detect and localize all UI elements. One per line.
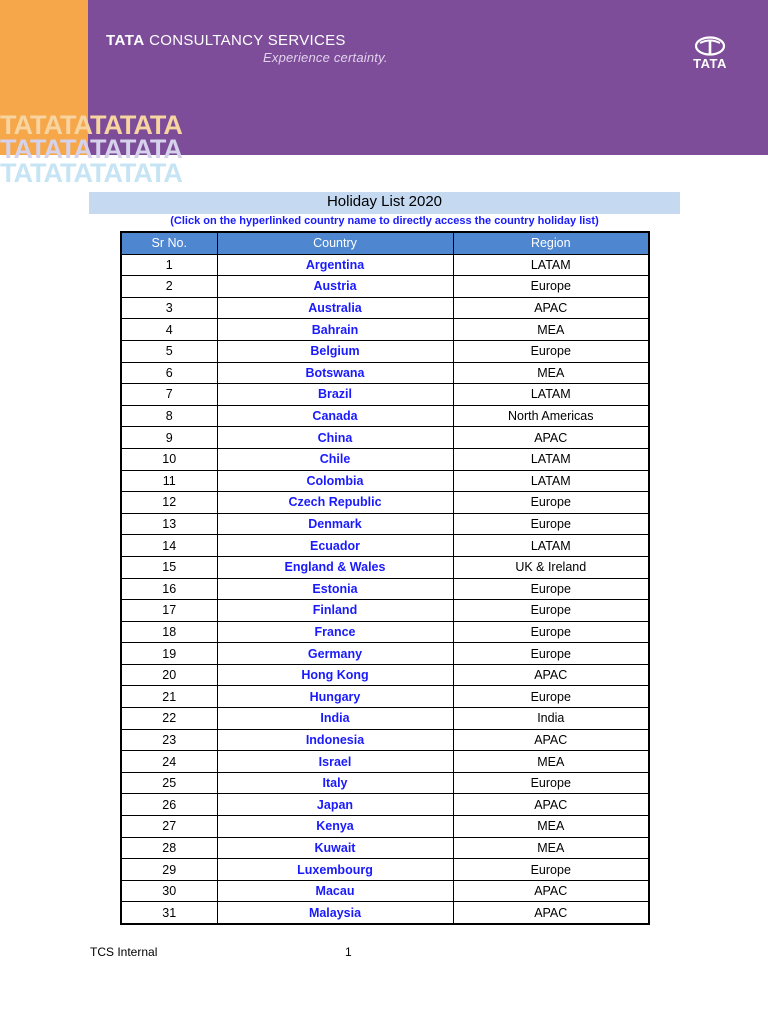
region-cell: APAC — [453, 427, 649, 449]
country-link[interactable]: France — [217, 621, 453, 643]
sr-no-cell: 18 — [121, 621, 217, 643]
page-number: 1 — [345, 945, 352, 959]
table-row — [121, 276, 649, 298]
sr-no-cell: 25 — [121, 772, 217, 794]
country-link[interactable]: Colombia — [217, 470, 453, 492]
region-cell: Europe — [453, 513, 649, 535]
table-row — [121, 880, 649, 902]
region-cell: APAC — [453, 902, 649, 924]
country-link[interactable]: Botswana — [217, 362, 453, 384]
table-row — [121, 621, 649, 643]
column-header-sr-no: Sr No. — [121, 232, 217, 254]
country-link[interactable]: Japan — [217, 794, 453, 816]
sr-no-cell: 23 — [121, 729, 217, 751]
sr-no-cell: 19 — [121, 643, 217, 665]
table-row — [121, 837, 649, 859]
table-row — [121, 340, 649, 362]
table-row — [121, 556, 649, 578]
sr-no-cell: 2 — [121, 276, 217, 298]
tata-pattern-decoration — [0, 112, 262, 192]
country-link[interactable]: Hungary — [217, 686, 453, 708]
region-cell: Europe — [453, 859, 649, 881]
region-cell: LATAM — [453, 384, 649, 406]
sr-no-cell: 4 — [121, 319, 217, 341]
country-link[interactable]: Bahrain — [217, 319, 453, 341]
table-row — [121, 859, 649, 881]
country-link[interactable]: Chile — [217, 448, 453, 470]
sr-no-cell: 27 — [121, 816, 217, 838]
region-cell: APAC — [453, 297, 649, 319]
country-link[interactable]: Estonia — [217, 578, 453, 600]
region-cell: LATAM — [453, 535, 649, 557]
tata-logo — [684, 36, 736, 72]
sr-no-cell: 8 — [121, 405, 217, 427]
sr-no-cell: 6 — [121, 362, 217, 384]
pattern-row: TATATATATATA — [0, 134, 182, 164]
country-link[interactable]: Czech Republic — [217, 492, 453, 514]
country-link[interactable]: Finland — [217, 600, 453, 622]
table-body — [121, 254, 649, 924]
column-header-country: Country — [217, 232, 453, 254]
region-cell: APAC — [453, 880, 649, 902]
region-cell: APAC — [453, 794, 649, 816]
table-row — [121, 319, 649, 341]
region-cell: APAC — [453, 664, 649, 686]
region-cell: Europe — [453, 276, 649, 298]
table-row — [121, 470, 649, 492]
sr-no-cell: 1 — [121, 254, 217, 276]
table-row — [121, 535, 649, 557]
table-row — [121, 729, 649, 751]
table-row — [121, 427, 649, 449]
footer-classification: TCS Internal — [90, 945, 158, 959]
region-cell: LATAM — [453, 254, 649, 276]
sr-no-cell: 3 — [121, 297, 217, 319]
table-row — [121, 708, 649, 730]
table-row — [121, 254, 649, 276]
region-cell: MEA — [453, 751, 649, 773]
region-cell: Europe — [453, 578, 649, 600]
country-link[interactable]: England & Wales — [217, 556, 453, 578]
table-row — [121, 794, 649, 816]
country-link[interactable]: Austria — [217, 276, 453, 298]
country-link[interactable]: Brazil — [217, 384, 453, 406]
sr-no-cell: 11 — [121, 470, 217, 492]
sr-no-cell: 15 — [121, 556, 217, 578]
country-link[interactable]: Hong Kong — [217, 664, 453, 686]
region-cell: Europe — [453, 340, 649, 362]
tata-logo-text: TATA — [693, 56, 727, 71]
sr-no-cell: 20 — [121, 664, 217, 686]
region-cell: MEA — [453, 362, 649, 384]
brand-name — [106, 32, 346, 49]
table-row — [121, 816, 649, 838]
region-cell: Europe — [453, 600, 649, 622]
pattern-row: TATATATATATA — [0, 112, 182, 140]
country-link[interactable]: Germany — [217, 643, 453, 665]
tata-emblem-icon — [692, 36, 728, 56]
region-cell: MEA — [453, 837, 649, 859]
region-cell: Europe — [453, 686, 649, 708]
country-link[interactable]: China — [217, 427, 453, 449]
table-row — [121, 664, 649, 686]
region-cell: LATAM — [453, 448, 649, 470]
table-row — [121, 686, 649, 708]
table-row — [121, 297, 649, 319]
table-row — [121, 384, 649, 406]
table-row — [121, 772, 649, 794]
brand-tagline: Experience certainty. — [263, 50, 388, 65]
country-link[interactable]: Indonesia — [217, 729, 453, 751]
sr-no-cell: 17 — [121, 600, 217, 622]
table-row — [121, 513, 649, 535]
table-row — [121, 578, 649, 600]
sr-no-cell: 10 — [121, 448, 217, 470]
region-cell: MEA — [453, 319, 649, 341]
country-link[interactable]: Argentina — [217, 254, 453, 276]
holiday-table — [120, 231, 650, 925]
sr-no-cell: 14 — [121, 535, 217, 557]
country-link[interactable]: Italy — [217, 772, 453, 794]
sr-no-cell: 22 — [121, 708, 217, 730]
region-cell: Europe — [453, 621, 649, 643]
sr-no-cell: 30 — [121, 880, 217, 902]
sr-no-cell: 26 — [121, 794, 217, 816]
country-link[interactable]: Kenya — [217, 816, 453, 838]
table-row — [121, 492, 649, 514]
sr-no-cell: 28 — [121, 837, 217, 859]
country-link[interactable]: Ecuador — [217, 535, 453, 557]
country-link[interactable]: Belgium — [217, 340, 453, 362]
region-cell: UK & Ireland — [453, 556, 649, 578]
region-cell: North Americas — [453, 405, 649, 427]
brand-name-bold: TATA — [106, 32, 145, 49]
country-link[interactable]: Luxembourg — [217, 859, 453, 881]
table-row — [121, 405, 649, 427]
instructions-text: (Click on the hyperlinked country name to directly access the country holiday list) — [170, 215, 599, 227]
sr-no-cell: 16 — [121, 578, 217, 600]
country-link[interactable]: Israel — [217, 751, 453, 773]
sr-no-cell: 7 — [121, 384, 217, 406]
table-header-row — [121, 232, 649, 254]
pattern-row: TATATATATATA — [0, 158, 182, 188]
sr-no-cell: 12 — [121, 492, 217, 514]
sr-no-cell: 13 — [121, 513, 217, 535]
region-cell: India — [453, 708, 649, 730]
country-link[interactable]: Denmark — [217, 513, 453, 535]
table-row — [121, 751, 649, 773]
sr-no-cell: 31 — [121, 902, 217, 924]
sr-no-cell: 29 — [121, 859, 217, 881]
table-row — [121, 902, 649, 924]
country-link[interactable]: Australia — [217, 297, 453, 319]
country-link[interactable]: India — [217, 708, 453, 730]
region-cell: LATAM — [453, 470, 649, 492]
region-cell: MEA — [453, 816, 649, 838]
region-cell: Europe — [453, 643, 649, 665]
region-cell: APAC — [453, 729, 649, 751]
country-link[interactable]: Macau — [217, 880, 453, 902]
sr-no-cell: 5 — [121, 340, 217, 362]
sr-no-cell: 24 — [121, 751, 217, 773]
page-title: Holiday List 2020 — [326, 193, 443, 210]
table-row — [121, 643, 649, 665]
country-link[interactable]: Kuwait — [217, 837, 453, 859]
table-row — [121, 448, 649, 470]
region-cell: Europe — [453, 492, 649, 514]
region-cell: Europe — [453, 772, 649, 794]
table-row — [121, 600, 649, 622]
brand-name-rest: CONSULTANCY SERVICES — [149, 32, 346, 49]
column-header-region: Region — [453, 232, 649, 254]
table-row — [121, 362, 649, 384]
country-link[interactable]: Malaysia — [217, 902, 453, 924]
sr-no-cell: 21 — [121, 686, 217, 708]
sr-no-cell: 9 — [121, 427, 217, 449]
country-link[interactable]: Canada — [217, 405, 453, 427]
